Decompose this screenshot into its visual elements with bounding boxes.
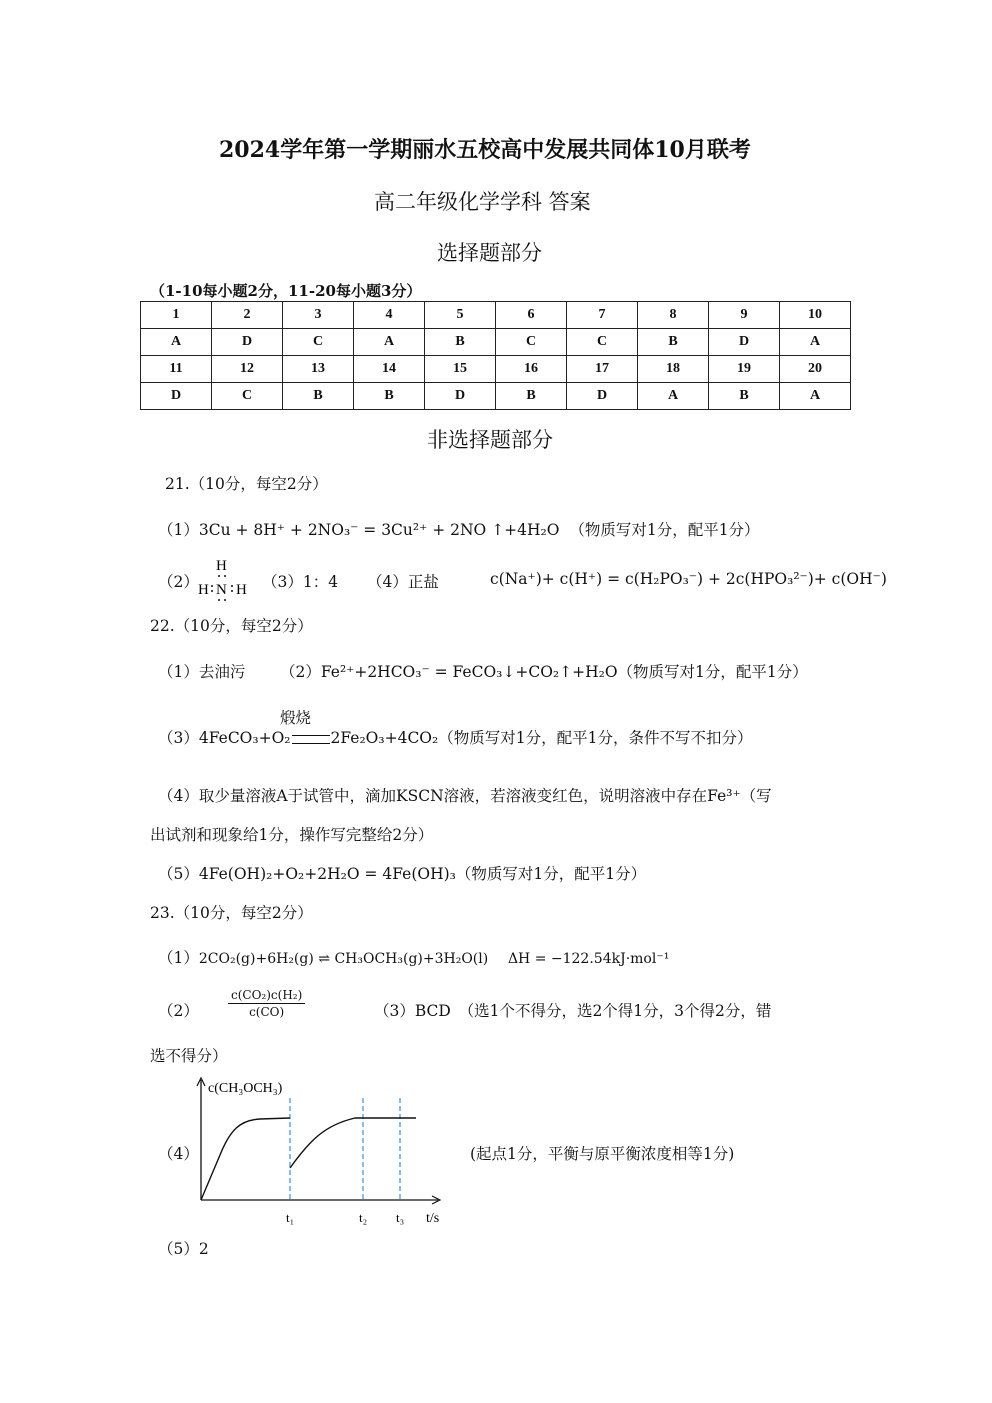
table-cell: 16 bbox=[496, 356, 567, 383]
equals-sign-icon bbox=[292, 735, 330, 744]
curve-before-t1 bbox=[201, 1118, 290, 1200]
table-cell: C bbox=[496, 329, 567, 356]
table-cell: C bbox=[283, 329, 354, 356]
table-cell: A bbox=[141, 329, 212, 356]
table-cell: 19 bbox=[709, 356, 780, 383]
fraction-denominator: c(CO) bbox=[249, 1005, 285, 1019]
table-cell: B bbox=[709, 383, 780, 410]
table-cell: D bbox=[709, 329, 780, 356]
table-row bbox=[141, 383, 851, 410]
table-cell: B bbox=[496, 383, 567, 410]
q22-part3-right: 2Fe₂O₃+4CO₂（物质写对1分，配平1分，条件不写不扣分） bbox=[330, 729, 753, 747]
q21-part4-equation: c(Na⁺)+ c(H⁺) = c(H₂PO₃⁻) + 2c(HPO₃²⁻)+ c(OH⁻) bbox=[490, 570, 887, 588]
answer-table bbox=[140, 301, 851, 410]
page-subtitle: 高二年级化学学科 答案 bbox=[374, 190, 591, 214]
tick-label-3: t₃ bbox=[396, 1210, 405, 1225]
table-cell: D bbox=[567, 383, 638, 410]
table-cell: C bbox=[567, 329, 638, 356]
q22-part2: （2）Fe²⁺+2HCO₃⁻ = FeCO₃↓+CO₂↑+H₂O（物质写对1分，配平1分） bbox=[280, 663, 808, 681]
table-cell: 13 bbox=[283, 356, 354, 383]
q21-part3: （3）1：4 bbox=[262, 573, 339, 591]
table-row bbox=[141, 329, 851, 356]
table-cell: B bbox=[354, 383, 425, 410]
table-cell: B bbox=[638, 329, 709, 356]
q21-part1 bbox=[158, 518, 760, 540]
equilibrium-constant-fraction bbox=[228, 988, 305, 1019]
table-row bbox=[141, 302, 851, 329]
q21-part4: （4）正盐 bbox=[367, 573, 439, 591]
q23-heading: 23.（10分，每空2分） bbox=[150, 904, 313, 922]
concentration-time-chart bbox=[190, 1070, 450, 1230]
q22-part5: （5）4Fe(OH)₂+O₂+2H₂O = 4Fe(OH)₃（物质写对1分，配平1分） bbox=[158, 865, 647, 883]
section-choice-heading: 选择题部分 bbox=[437, 241, 542, 265]
ammonia-electron-structure bbox=[194, 554, 254, 604]
q23-part1-equation: 2CO₂(g)+6H₂(g) ⇌ CH₃OCH₃(g)+3H₂O(l) bbox=[198, 951, 489, 967]
table-cell: B bbox=[283, 383, 354, 410]
page-title: 2024学年第一学期丽水五校高中发展共同体10月联考 bbox=[219, 137, 751, 163]
tick-label-1: t₁ bbox=[286, 1210, 295, 1225]
q22-part3 bbox=[158, 726, 752, 748]
table-cell: C bbox=[212, 383, 283, 410]
tick-label-2: t₂ bbox=[359, 1210, 368, 1225]
q22-part3-label: （3） bbox=[158, 729, 199, 747]
score-note: （1-10每小题2分，11-20每小题3分） bbox=[150, 282, 422, 300]
table-cell: B bbox=[425, 329, 496, 356]
curve-after-t1 bbox=[290, 1118, 416, 1168]
q21-heading: 21.（10分，每空2分） bbox=[165, 475, 328, 493]
table-cell: A bbox=[638, 383, 709, 410]
q23-part3-line2: 选不得分） bbox=[150, 1047, 228, 1065]
table-cell: 15 bbox=[425, 356, 496, 383]
q22-part4-line1: （4）取少量溶液A于试管中，滴加KSCN溶液，若溶液变红色，说明溶液中存在Fe³⁺（写 bbox=[158, 787, 772, 805]
table-cell: 7 bbox=[567, 302, 638, 329]
table-cell: 8 bbox=[638, 302, 709, 329]
q22-part3-condition: 煅烧 bbox=[280, 709, 312, 727]
x-axis-label: t/s bbox=[426, 1211, 440, 1226]
q22-part1: （1）去油污 bbox=[158, 663, 246, 681]
q23-part3-line1: （3）BCD （选1个不得分，选2个得1分，3个得2分，错 bbox=[374, 1002, 772, 1020]
table-cell: 1 bbox=[141, 302, 212, 329]
table-cell: A bbox=[780, 383, 851, 410]
section-nonchoice-heading: 非选择题部分 bbox=[427, 428, 553, 452]
y-axis-label: c(CH₃OCH₃) bbox=[208, 1081, 283, 1096]
table-cell: D bbox=[141, 383, 212, 410]
q21-part1-equation: 3Cu + 8H⁺ + 2NO₃⁻ = 3Cu²⁺ + 2NO ↑+4H₂O bbox=[198, 521, 560, 539]
table-cell: 4 bbox=[354, 302, 425, 329]
q22-part3-left: 4FeCO₃+O₂ bbox=[198, 729, 291, 747]
q23-part1-label: （1） bbox=[158, 949, 199, 967]
q23-part1-enthalpy: ΔH = −122.54kJ·mol⁻¹ bbox=[507, 951, 670, 967]
table-cell: 6 bbox=[496, 302, 567, 329]
table-cell: 11 bbox=[141, 356, 212, 383]
q23-part4-label: （4） bbox=[158, 1145, 199, 1163]
q21-part1-label: （1） bbox=[158, 521, 199, 539]
table-cell: 2 bbox=[212, 302, 283, 329]
fraction-numerator: c(CO₂)c(H₂) bbox=[228, 988, 305, 1004]
table-cell: 10 bbox=[780, 302, 851, 329]
table-cell: 17 bbox=[567, 356, 638, 383]
table-row bbox=[141, 356, 851, 383]
table-cell: 20 bbox=[780, 356, 851, 383]
svg-text:N: N bbox=[216, 582, 227, 598]
table-cell: 12 bbox=[212, 356, 283, 383]
table-cell: 18 bbox=[638, 356, 709, 383]
q22-heading: 22.（10分，每空2分） bbox=[150, 617, 313, 635]
table-cell: 14 bbox=[354, 356, 425, 383]
q23-part2-label: （2） bbox=[158, 1002, 199, 1020]
q23-part5: （5）2 bbox=[158, 1240, 209, 1258]
q22-part4-line2: 出试剂和现象给1分，操作写完整给2分） bbox=[150, 826, 434, 844]
table-cell: D bbox=[425, 383, 496, 410]
svg-text:H: H bbox=[216, 558, 227, 574]
table-cell: 3 bbox=[283, 302, 354, 329]
table-cell: A bbox=[354, 329, 425, 356]
svg-text:H: H bbox=[236, 582, 247, 598]
q21-part2-label: （2） bbox=[158, 573, 199, 591]
q23-part4-note: (起点1分，平衡与原平衡浓度相等1分) bbox=[470, 1145, 735, 1163]
svg-text:H: H bbox=[198, 582, 209, 598]
table-cell: A bbox=[780, 329, 851, 356]
table-cell: 5 bbox=[425, 302, 496, 329]
table-cell: 9 bbox=[709, 302, 780, 329]
table-cell: D bbox=[212, 329, 283, 356]
q23-part1 bbox=[158, 946, 669, 968]
q21-part1-note: （物质写对1分，配平1分） bbox=[569, 521, 760, 539]
